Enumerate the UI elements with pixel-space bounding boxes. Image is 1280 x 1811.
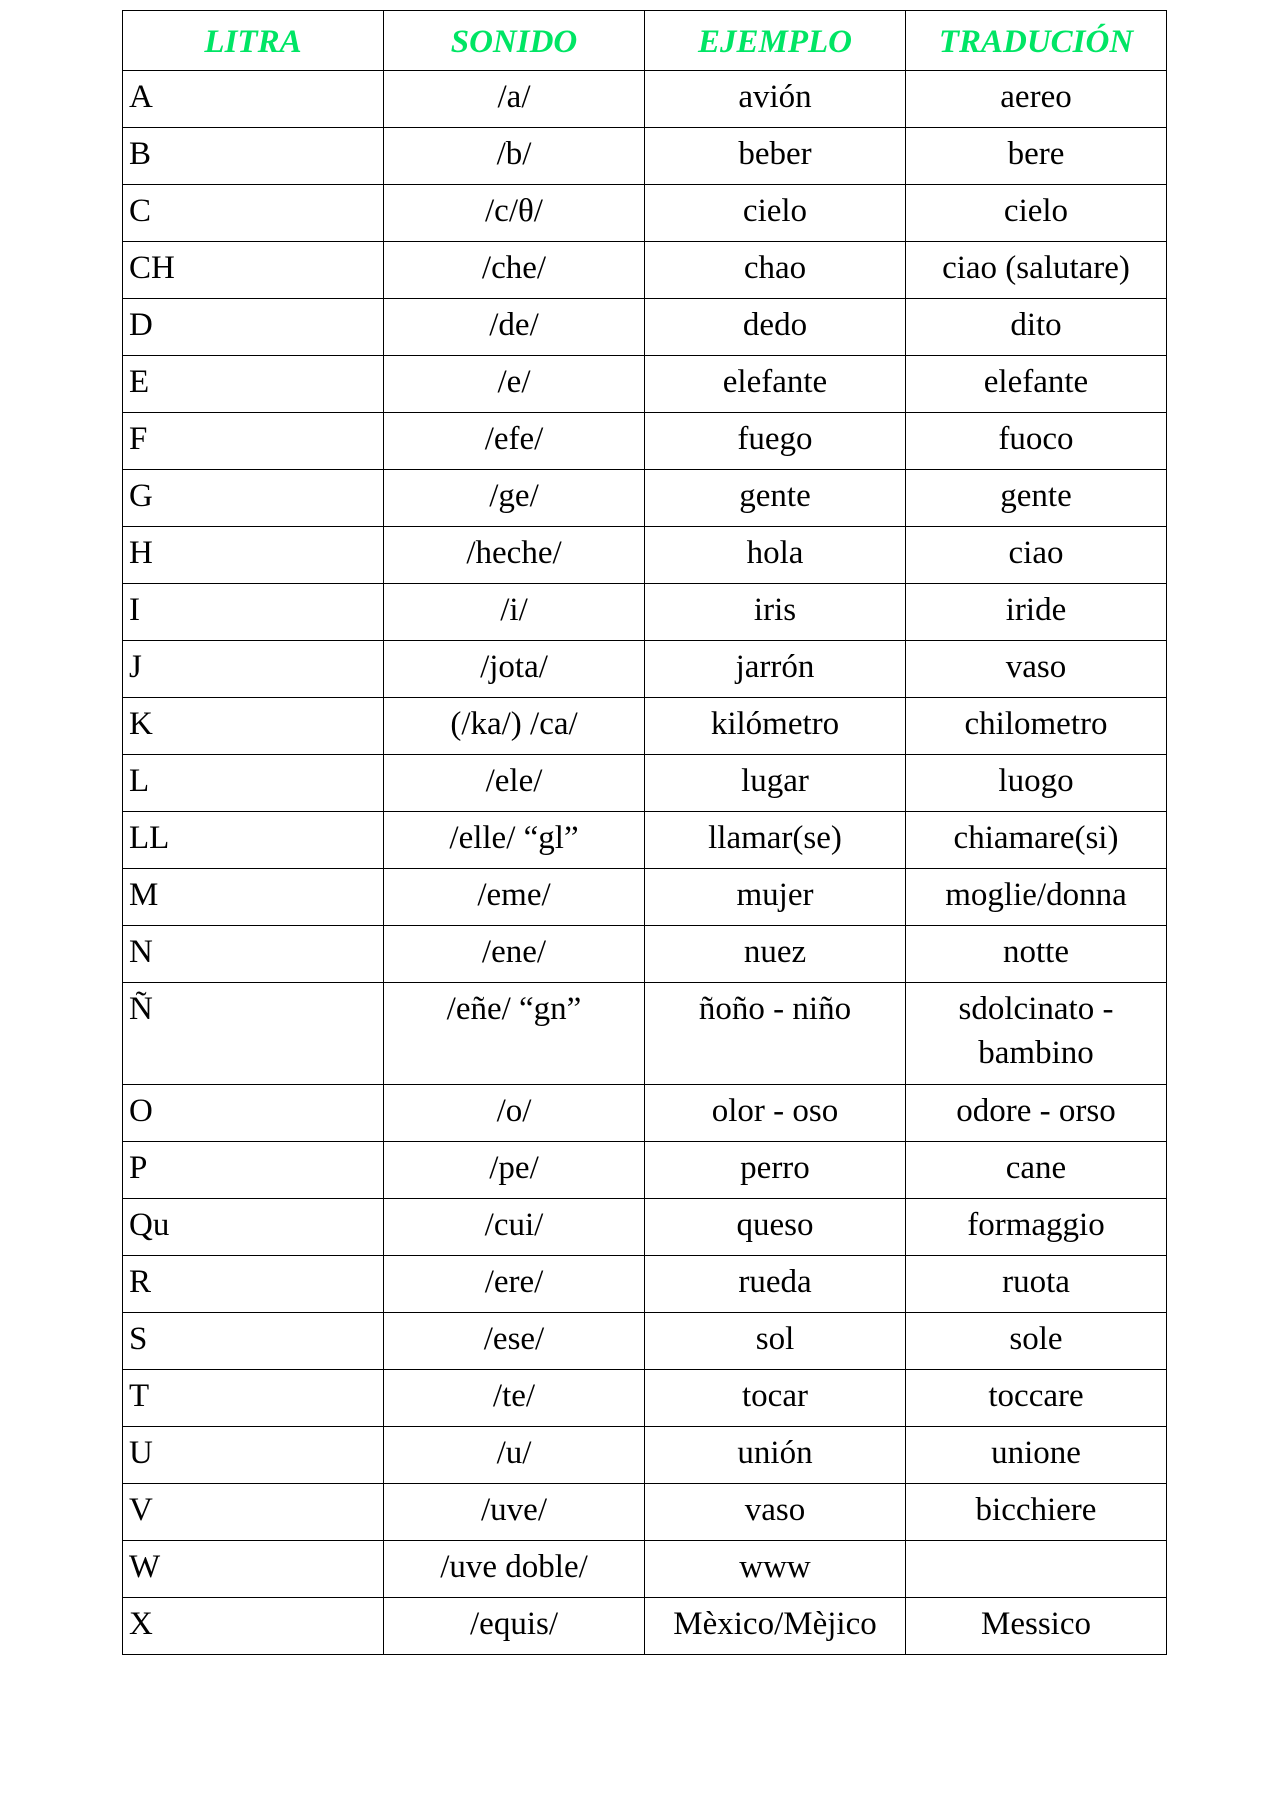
table-row xyxy=(123,527,1167,584)
cell-letter: F xyxy=(123,413,384,470)
cell-letter: Qu xyxy=(123,1199,384,1256)
table-row xyxy=(123,926,1167,983)
cell-sound: /ese/ xyxy=(384,1313,645,1370)
cell-letter: T xyxy=(123,1370,384,1427)
cell-translation: luogo xyxy=(906,755,1167,812)
table-row xyxy=(123,1085,1167,1142)
header-example: EJEMPLO xyxy=(645,11,906,71)
header-row xyxy=(123,11,1167,71)
cell-letter: I xyxy=(123,584,384,641)
table-row xyxy=(123,470,1167,527)
cell-translation: formaggio xyxy=(906,1199,1167,1256)
cell-sound: /jota/ xyxy=(384,641,645,698)
cell-example: fuego xyxy=(645,413,906,470)
cell-letter: J xyxy=(123,641,384,698)
cell-letter: D xyxy=(123,299,384,356)
cell-sound: /ele/ xyxy=(384,755,645,812)
table-body xyxy=(123,71,1167,1655)
cell-example: dedo xyxy=(645,299,906,356)
table-row xyxy=(123,1541,1167,1598)
cell-letter: B xyxy=(123,128,384,185)
cell-translation: chiamare(si) xyxy=(906,812,1167,869)
cell-letter: V xyxy=(123,1484,384,1541)
cell-example: ñoño - niño xyxy=(645,983,906,1085)
cell-sound: /a/ xyxy=(384,71,645,128)
table-row xyxy=(123,242,1167,299)
table-row xyxy=(123,128,1167,185)
cell-example: sol xyxy=(645,1313,906,1370)
cell-example: hola xyxy=(645,527,906,584)
cell-translation: dito xyxy=(906,299,1167,356)
cell-example: tocar xyxy=(645,1370,906,1427)
table-row xyxy=(123,1598,1167,1655)
cell-example: www xyxy=(645,1541,906,1598)
table-row xyxy=(123,299,1167,356)
cell-example: cielo xyxy=(645,185,906,242)
cell-sound: /o/ xyxy=(384,1085,645,1142)
table-row xyxy=(123,1199,1167,1256)
cell-letter: H xyxy=(123,527,384,584)
cell-translation: fuoco xyxy=(906,413,1167,470)
cell-translation: ruota xyxy=(906,1256,1167,1313)
cell-letter: G xyxy=(123,470,384,527)
cell-letter: S xyxy=(123,1313,384,1370)
cell-sound: /eñe/ “gn” xyxy=(384,983,645,1085)
cell-translation: ciao xyxy=(906,527,1167,584)
cell-example: elefante xyxy=(645,356,906,413)
table-row xyxy=(123,698,1167,755)
cell-translation: unione xyxy=(906,1427,1167,1484)
cell-example: Mèxico/Mèjico xyxy=(645,1598,906,1655)
cell-sound: /u/ xyxy=(384,1427,645,1484)
cell-letter: L xyxy=(123,755,384,812)
cell-sound: /te/ xyxy=(384,1370,645,1427)
cell-example: mujer xyxy=(645,869,906,926)
table-row xyxy=(123,1313,1167,1370)
cell-translation: cielo xyxy=(906,185,1167,242)
cell-translation: sole xyxy=(906,1313,1167,1370)
cell-letter: M xyxy=(123,869,384,926)
cell-translation: cane xyxy=(906,1142,1167,1199)
table-row xyxy=(123,185,1167,242)
cell-letter: W xyxy=(123,1541,384,1598)
table-row xyxy=(123,413,1167,470)
cell-letter: K xyxy=(123,698,384,755)
cell-sound: /i/ xyxy=(384,584,645,641)
table-row xyxy=(123,71,1167,128)
cell-letter: P xyxy=(123,1142,384,1199)
cell-translation: aereo xyxy=(906,71,1167,128)
cell-sound: /c/θ/ xyxy=(384,185,645,242)
header-translation: TRADUCIÓN xyxy=(906,11,1167,71)
cell-letter: CH xyxy=(123,242,384,299)
table-row xyxy=(123,812,1167,869)
cell-sound: /efe/ xyxy=(384,413,645,470)
cell-sound: /eme/ xyxy=(384,869,645,926)
cell-letter: C xyxy=(123,185,384,242)
cell-translation: toccare xyxy=(906,1370,1167,1427)
table-row xyxy=(123,1142,1167,1199)
cell-example: llamar(se) xyxy=(645,812,906,869)
cell-example: chao xyxy=(645,242,906,299)
cell-letter: LL xyxy=(123,812,384,869)
cell-letter: E xyxy=(123,356,384,413)
table-row xyxy=(123,1370,1167,1427)
table-row xyxy=(123,1427,1167,1484)
cell-letter: O xyxy=(123,1085,384,1142)
cell-sound: /b/ xyxy=(384,128,645,185)
cell-example: avión xyxy=(645,71,906,128)
cell-sound: /ge/ xyxy=(384,470,645,527)
cell-sound: /uve doble/ xyxy=(384,1541,645,1598)
cell-sound: /cui/ xyxy=(384,1199,645,1256)
cell-sound: /elle/ “gl” xyxy=(384,812,645,869)
cell-translation: moglie/donna xyxy=(906,869,1167,926)
table-row xyxy=(123,983,1167,1085)
cell-translation: ciao (salutare) xyxy=(906,242,1167,299)
table-row xyxy=(123,356,1167,413)
cell-sound: /pe/ xyxy=(384,1142,645,1199)
cell-translation: bere xyxy=(906,128,1167,185)
cell-translation: iride xyxy=(906,584,1167,641)
alphabet-table xyxy=(122,10,1167,1655)
cell-translation: chilometro xyxy=(906,698,1167,755)
cell-translation: odore - orso xyxy=(906,1085,1167,1142)
cell-sound: /de/ xyxy=(384,299,645,356)
cell-example: olor - oso xyxy=(645,1085,906,1142)
cell-letter: Ñ xyxy=(123,983,384,1085)
cell-sound: /ere/ xyxy=(384,1256,645,1313)
header-sound: SONIDO xyxy=(384,11,645,71)
table-row xyxy=(123,1256,1167,1313)
cell-translation: sdolcinato - bambino xyxy=(906,983,1167,1085)
cell-sound: /ene/ xyxy=(384,926,645,983)
table-row xyxy=(123,641,1167,698)
cell-translation xyxy=(906,1541,1167,1598)
table-row xyxy=(123,1484,1167,1541)
cell-example: jarrón xyxy=(645,641,906,698)
cell-translation: elefante xyxy=(906,356,1167,413)
cell-translation: Messico xyxy=(906,1598,1167,1655)
cell-example: unión xyxy=(645,1427,906,1484)
cell-sound: /equis/ xyxy=(384,1598,645,1655)
cell-sound: (/ka/) /ca/ xyxy=(384,698,645,755)
table-row xyxy=(123,869,1167,926)
table-row xyxy=(123,755,1167,812)
cell-example: queso xyxy=(645,1199,906,1256)
cell-example: vaso xyxy=(645,1484,906,1541)
cell-sound: /uve/ xyxy=(384,1484,645,1541)
cell-sound: /e/ xyxy=(384,356,645,413)
cell-sound: /heche/ xyxy=(384,527,645,584)
cell-translation: vaso xyxy=(906,641,1167,698)
cell-example: iris xyxy=(645,584,906,641)
cell-letter: U xyxy=(123,1427,384,1484)
cell-letter: A xyxy=(123,71,384,128)
cell-translation: bicchiere xyxy=(906,1484,1167,1541)
cell-letter: R xyxy=(123,1256,384,1313)
cell-example: lugar xyxy=(645,755,906,812)
cell-example: beber xyxy=(645,128,906,185)
cell-example: perro xyxy=(645,1142,906,1199)
cell-sound: /che/ xyxy=(384,242,645,299)
cell-translation: notte xyxy=(906,926,1167,983)
table-row xyxy=(123,584,1167,641)
cell-example: kilómetro xyxy=(645,698,906,755)
cell-letter: N xyxy=(123,926,384,983)
cell-example: gente xyxy=(645,470,906,527)
header-letter: LITRA xyxy=(123,11,384,71)
cell-letter: X xyxy=(123,1598,384,1655)
cell-example: nuez xyxy=(645,926,906,983)
cell-translation: gente xyxy=(906,470,1167,527)
cell-example: rueda xyxy=(645,1256,906,1313)
